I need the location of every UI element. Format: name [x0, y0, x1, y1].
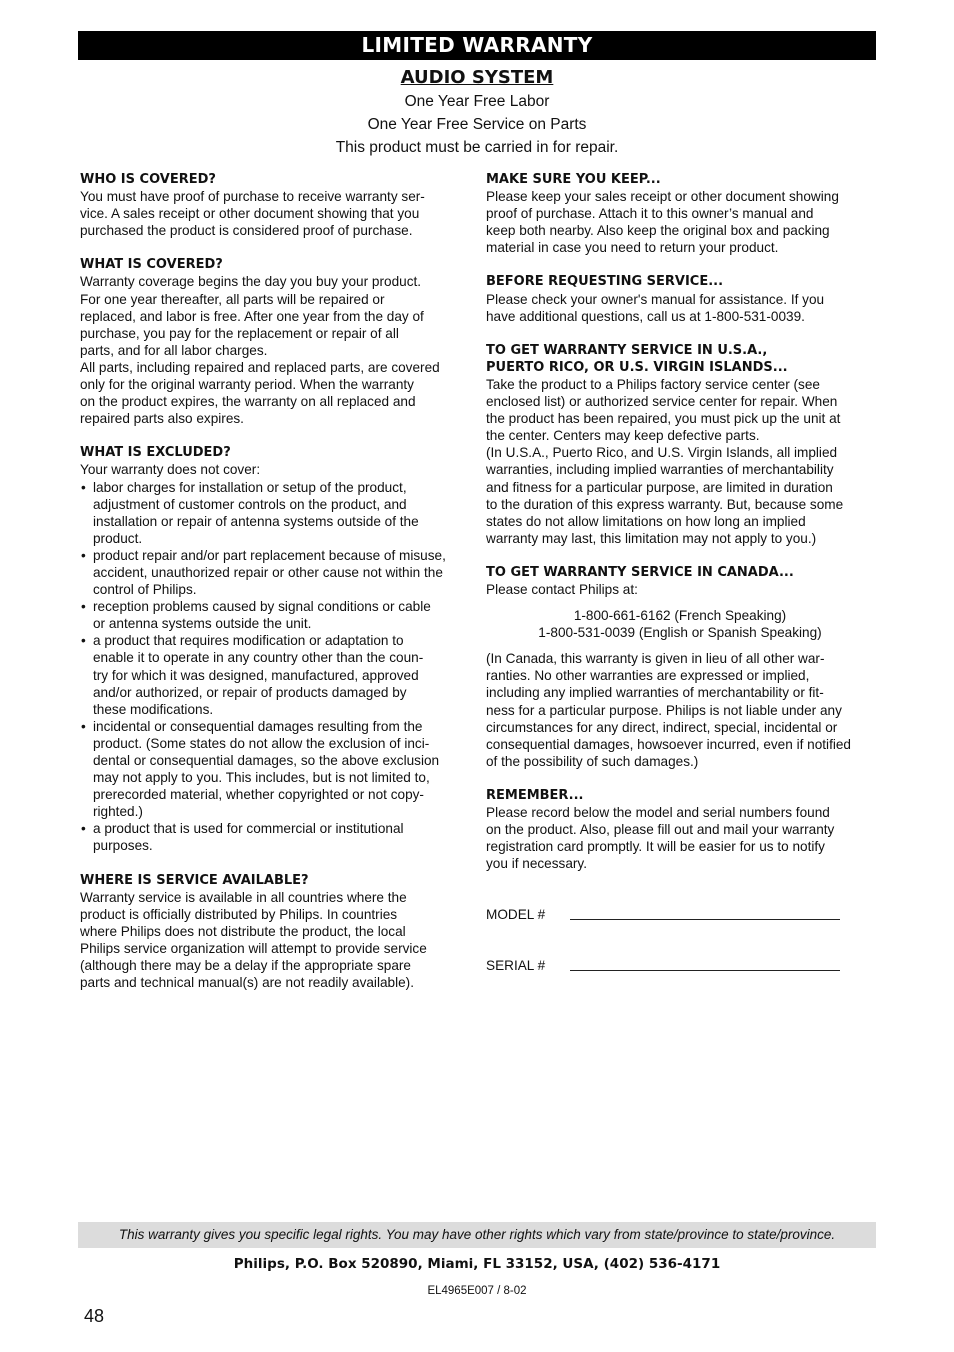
bullet-line: purposes.: [93, 838, 153, 854]
canada-line: of the possibility of such damages.): [486, 753, 699, 769]
section-heading: MAKE SURE YOU KEEP...: [486, 172, 661, 187]
list-item: [80, 632, 468, 717]
section-heading: TO GET WARRANTY SERVICE IN CANADA...: [486, 564, 794, 580]
where-line: Warranty service is available in all countries where the: [80, 889, 407, 905]
keep-line: keep both nearby. Also keep the original box and packing: [486, 223, 830, 239]
usa-line: warranties, including implied warranties of merchantability: [486, 462, 834, 478]
who-line: purchased the product is considered proof of purchase.: [80, 223, 413, 239]
what-line: repaired parts also expires.: [80, 411, 244, 427]
canada-line: (In Canada, this warranty is given in lieu of all other war-: [486, 651, 825, 667]
what-line: replaced, and labor is free. After one year from the day of: [80, 308, 424, 324]
excluded-intro: Your warranty does not cover:: [80, 462, 261, 478]
bullet-line: may not apply to you. This includes, but is not limited to,: [93, 770, 430, 786]
canada-line: consequential damages, howsoever incurred, even if notified: [486, 736, 851, 752]
section-make-sure-keep: [486, 171, 874, 256]
bullet-line: enable it to operate in any country other than the coun-: [93, 650, 424, 666]
what-line: Warranty coverage begins the day you buy your product.: [80, 274, 422, 290]
what-line: only for the original warranty period. When the warranty: [80, 377, 414, 393]
bullet-line: product. (Some states do not allow the exclusion of inci-: [93, 735, 430, 751]
keep-line: material in case you need to return your product.: [486, 240, 779, 256]
serial-number-label: SERIAL #: [486, 958, 546, 974]
section-what-covered: [80, 256, 468, 427]
where-line: (although there may be a delay if the appropriate spare: [80, 958, 411, 974]
keep-line: Please keep your sales receipt or other document showing: [486, 189, 839, 205]
usa-line: Take the product to a Philips factory service center (see: [486, 376, 820, 392]
keep-line: proof of purchase. Attach it to this owner’s manual and: [486, 206, 814, 222]
phone-french: 1-800-661-6162 (French Speaking): [573, 608, 787, 624]
bullet-line: control of Philips.: [93, 582, 197, 598]
bullet-line: • reception problems caused by signal conditions or cable: [93, 599, 431, 615]
section-heading: WHO IS COVERED?: [80, 172, 216, 187]
who-line: You must have proof of purchase to receive warranty ser-: [80, 189, 425, 205]
bullet-line: try for which it was designed, manufactured, approved: [93, 667, 419, 683]
bullet-line: • incidental or consequential damages resulting from the: [93, 718, 423, 734]
where-line: Philips service organization will attempt to provide service: [80, 940, 427, 956]
section-heading: WHERE IS SERVICE AVAILABLE?: [80, 872, 309, 888]
section-heading: WHAT IS COVERED?: [80, 257, 223, 273]
section-heading: PUERTO RICO, OR U.S. VIRGIN ISLANDS...: [486, 359, 788, 375]
bullet-line: dental or consequential damages, so the above exclusion: [93, 753, 440, 768]
usa-line: and fitness for a particular purpose, are limited in duration: [486, 479, 833, 495]
section-service-canada: [486, 564, 874, 770]
intro-line-labor: One Year Free Labor: [404, 93, 550, 110]
bullet-line: adjustment of customer controls on the product, and: [93, 496, 407, 512]
list-item: [80, 718, 468, 821]
right-column: [486, 171, 874, 974]
serial-number-field[interactable]: [486, 957, 874, 974]
bullet-line: and/or authorized, or repair of products damaged by: [93, 684, 407, 700]
section-what-excluded: [80, 444, 468, 854]
usa-line: (In U.S.A., Puerto Rico, and U.S. Virgin Islands, all implied: [486, 445, 838, 461]
model-number-label: MODEL #: [486, 907, 546, 923]
canada-line: circumstances for any direct, indirect, special, incidental or: [486, 719, 838, 735]
exclusion-list: [80, 479, 468, 855]
canada-line: including any implied warranties of merchantability or fit-: [486, 685, 824, 701]
list-item: [80, 820, 468, 854]
document-code: EL4965E007 / 8-02: [427, 1285, 527, 1297]
usa-line: states do not allow limitations on how long an implied: [486, 513, 806, 529]
who-line: vice. A sales receipt or other document showing that you: [80, 206, 420, 222]
usa-line: enclosed list) or authorized service center for repair. When: [486, 394, 838, 410]
section-where-service: [80, 872, 468, 992]
bullet-line: • labor charges for installation or setup of the product,: [93, 479, 407, 495]
before-line: have additional questions, call us at 1-800-531-0039.: [486, 308, 805, 324]
usa-line: the product has been repaired, you must pick up the unit at: [486, 411, 841, 427]
what-line: For one year thereafter, all parts will be repaired or: [80, 291, 385, 307]
section-heading: WHAT IS EXCLUDED?: [80, 445, 231, 461]
what-line: parts, and for all labor charges.: [80, 342, 268, 358]
product-subtitle: AUDIO SYSTEM: [400, 67, 554, 88]
what-line: All parts, including repaired and replaced parts, are covered: [80, 359, 440, 375]
bullet-line: installation or repair of antenna systems outside of the: [93, 513, 419, 529]
what-line: on the product expires, the warranty on all replaced and: [80, 394, 416, 410]
section-who-covered: [80, 171, 468, 239]
list-item: [80, 479, 468, 547]
usa-line: to the duration of this express warranty. But, because some: [486, 496, 844, 512]
canada-intro: Please contact Philips at:: [486, 581, 638, 597]
bullet-line: product.: [93, 530, 143, 546]
canada-line: ness for a particular purpose. Philips is not liable under any: [486, 702, 842, 718]
list-item: [80, 598, 468, 632]
model-number-line[interactable]: [570, 919, 840, 920]
where-line: parts and technical manual(s) are not readily available).: [80, 975, 414, 991]
bullet-line: or antenna systems outside the unit.: [93, 616, 312, 632]
before-line: Please check your owner's manual for assistance. If you: [486, 291, 825, 307]
page-number: 48: [84, 1306, 105, 1326]
model-number-field[interactable]: [486, 906, 874, 923]
what-line: purchase, you pay for the replacement or repair of all: [80, 325, 399, 341]
section-heading: REMEMBER...: [486, 787, 584, 803]
remember-line: you if necessary.: [486, 856, 587, 872]
bullet-line: prerecorded material, whether copyrighted or not copy-: [93, 787, 424, 803]
bullet-line: righted.): [93, 804, 143, 820]
bullet-line: these modifications.: [93, 701, 214, 717]
bullet-line: • a product that requires modification or adaptation to: [93, 633, 404, 649]
remember-line: registration card promptly. It will be easier for us to notify: [486, 839, 825, 855]
phone-english-spanish: 1-800-531-0039 (English or Spanish Speaking): [538, 625, 822, 641]
company-address: Philips, P.O. Box 520890, Miami, FL 33152, USA, (402) 536-4171: [233, 1256, 721, 1272]
intro-line-carry-in: This product must be carried in for repair.: [335, 139, 619, 156]
serial-number-line[interactable]: [570, 970, 840, 971]
bullet-line: • a product that is used for commercial or institutional: [93, 821, 404, 837]
remember-line: on the product. Also, please fill out and mail your warranty: [486, 822, 835, 838]
bullet-line: accident, unauthorized repair or other cause not within the: [93, 564, 443, 580]
usa-line: warranty may last, this limitation may not apply to you.): [486, 530, 817, 546]
usa-line: the center. Centers may keep defective parts.: [486, 428, 760, 444]
section-before-service: [486, 273, 874, 324]
section-service-usa: [486, 342, 874, 547]
where-line: product is officially distributed by Philips. In countries: [80, 906, 398, 922]
intro-line-parts: One Year Free Service on Parts: [367, 116, 587, 133]
legal-rights-note: This warranty gives you specific legal rights. You may have other rights which vary from state/province to state/province.: [78, 1222, 876, 1248]
section-heading: BEFORE REQUESTING SERVICE...: [486, 274, 724, 290]
bullet-line: • product repair and/or part replacement because of misuse,: [93, 547, 446, 563]
canada-line: ranties. No other warranties are expressed or implied,: [486, 668, 810, 684]
left-column: [80, 171, 468, 1008]
section-remember: [486, 787, 874, 872]
where-line: where Philips does not distribute the product, the local: [80, 923, 406, 939]
remember-line: Please record below the model and serial numbers found: [486, 805, 830, 820]
page-title: LIMITED WARRANTY: [78, 31, 876, 60]
section-heading: TO GET WARRANTY SERVICE IN U.S.A.,: [486, 342, 768, 358]
list-item: [80, 547, 468, 598]
